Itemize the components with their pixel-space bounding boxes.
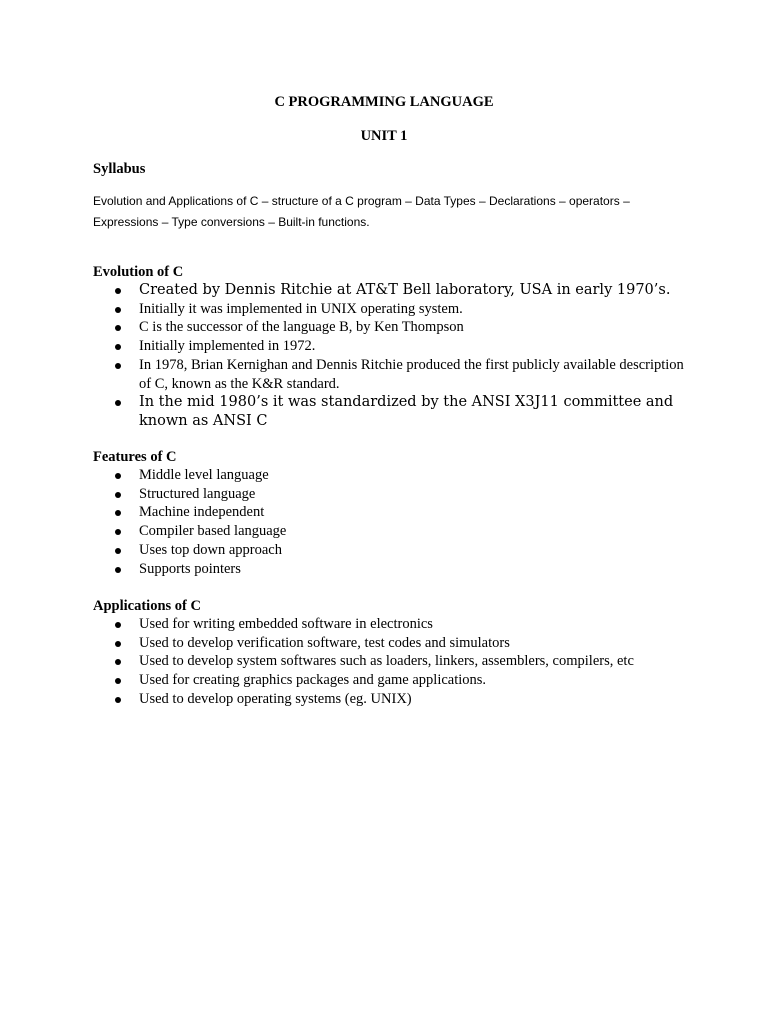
applications-heading: Applications of C bbox=[93, 598, 201, 614]
bullet-icon bbox=[115, 307, 121, 313]
features-heading: Features of C bbox=[93, 449, 177, 465]
list-item-text: Compiler based language bbox=[139, 523, 287, 540]
list-item-text: Initially it was implemented in UNIX operating system. bbox=[139, 300, 463, 317]
bullet-icon bbox=[115, 529, 121, 535]
bullet-icon bbox=[115, 400, 121, 406]
evolution-list bbox=[93, 281, 693, 431]
features-list bbox=[93, 466, 693, 578]
list-item-text: Initially implemented in 1972. bbox=[139, 338, 316, 355]
bullet-icon bbox=[115, 622, 121, 628]
list-item bbox=[93, 337, 693, 356]
bullet-icon bbox=[115, 510, 121, 516]
list-item bbox=[93, 393, 693, 430]
list-item bbox=[93, 671, 693, 690]
bullet-icon bbox=[115, 492, 121, 498]
list-item-text: Supports pointers bbox=[139, 560, 241, 577]
list-item-text: In 1978, Brian Kernighan and Dennis Ritchie produced the first publicly available description of C, known as the K&R standard. bbox=[139, 356, 684, 392]
bullet-icon bbox=[115, 288, 121, 294]
evolution-heading: Evolution of C bbox=[93, 264, 184, 280]
document-title: C PROGRAMMING LANGUAGE bbox=[274, 94, 494, 110]
bullet-icon bbox=[115, 325, 121, 331]
list-item-text: Created by Dennis Ritchie at AT&T Bell laboratory, USA in early 1970’s. bbox=[139, 282, 671, 298]
list-item bbox=[93, 652, 693, 671]
list-item-text: Used for writing embedded software in electronics bbox=[139, 616, 433, 632]
list-item-text: Middle level language bbox=[139, 467, 269, 483]
list-item-text: Machine independent bbox=[139, 504, 265, 521]
list-item-text: Structured language bbox=[139, 485, 256, 502]
list-item-text: Uses top down approach bbox=[139, 541, 282, 558]
bullet-icon bbox=[115, 659, 121, 665]
list-item bbox=[93, 541, 693, 560]
list-item-text: Used to develop operating systems (eg. UNIX) bbox=[139, 690, 412, 707]
list-item bbox=[93, 485, 693, 504]
list-item-text: Used to develop system softwares such as loaders, linkers, assemblers, compilers, etc bbox=[139, 653, 634, 670]
bullet-icon bbox=[115, 344, 121, 350]
list-item-text: Used to develop verification software, test codes and simulators bbox=[139, 634, 510, 651]
syllabus-text: Evolution and Applications of C – structure of a C program – Data Types – Declarations – operators – Expressions – Type conversions – Built-in functions. bbox=[93, 194, 630, 229]
list-item-text: Used for creating graphics packages and game applications. bbox=[139, 672, 487, 689]
bullet-icon bbox=[115, 363, 121, 369]
list-item bbox=[93, 522, 693, 541]
bullet-icon bbox=[115, 641, 121, 647]
applications-list bbox=[93, 615, 693, 709]
list-item bbox=[93, 503, 693, 522]
list-item bbox=[93, 356, 693, 393]
syllabus-heading: Syllabus bbox=[93, 161, 146, 177]
list-item bbox=[93, 281, 693, 300]
list-item-text: C is the successor of the language B, by Ken Thompson bbox=[139, 319, 464, 336]
bullet-icon bbox=[115, 567, 121, 573]
list-item bbox=[93, 300, 693, 319]
bullet-icon bbox=[115, 548, 121, 554]
list-item-text: In the mid 1980’s it was standardized by the ANSI X3J11 committee and known as ANSI C bbox=[139, 394, 674, 429]
bullet-icon bbox=[115, 697, 121, 703]
list-item bbox=[93, 318, 693, 337]
list-item bbox=[93, 690, 693, 709]
list-item bbox=[93, 634, 693, 653]
list-item bbox=[93, 466, 693, 485]
bullet-icon bbox=[115, 473, 121, 479]
unit-title: UNIT 1 bbox=[360, 128, 408, 144]
list-item bbox=[93, 615, 693, 634]
list-item bbox=[93, 560, 693, 579]
bullet-icon bbox=[115, 678, 121, 684]
